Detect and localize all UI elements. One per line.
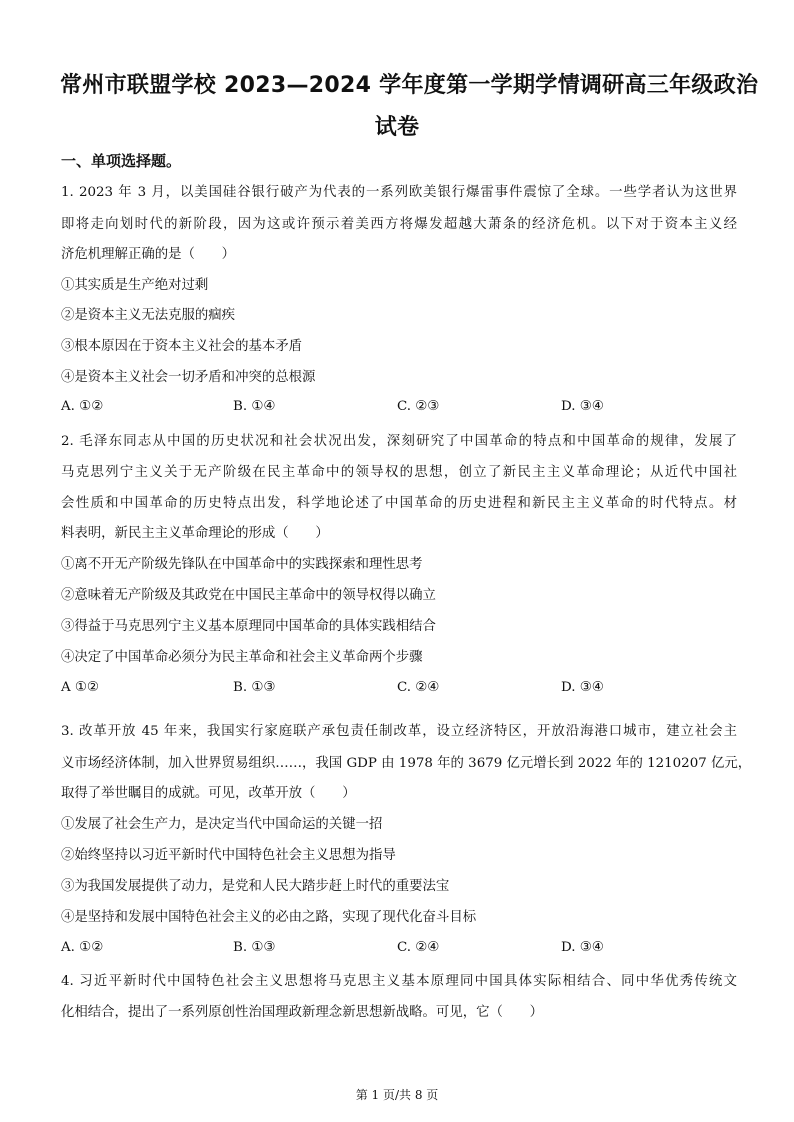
question-1-line-3: 济危机理解正确的是（ ）	[61, 247, 236, 262]
option-c: C. ②④	[397, 940, 440, 955]
question-4-line-2: 化相结合，提出了一系列原创性治国理政新理念新思想新战略。可见，它（ ）	[61, 1005, 544, 1020]
question-1-statement-1: ①其实质是生产绝对过剩	[61, 278, 209, 293]
question-2-statement-1: ①离不开无产阶级先锋队在中国革命中的实践探索和理性思考	[61, 557, 423, 572]
question-2-line-4: 料表明，新民主主义革命理论的形成（ ）	[61, 526, 329, 541]
question-3-line-1: 3. 改革开放 45 年来，我国实行家庭联产承包责任制改革，设立经济特区，开放沿海港口城市，建立社会主	[61, 724, 737, 739]
question-2-statement-2: ②意味着无产阶级及其政党在中国民主革命中的领导权得以确立	[61, 588, 436, 603]
question-3-statement-3: ③为我国发展提供了动力，是党和人民大踏步赶上时代的重要法宝	[61, 879, 450, 894]
question-3-line-3: 取得了举世瞩目的成就。可见，改革开放（ ）	[61, 786, 356, 801]
question-2-options	[61, 680, 737, 700]
option-a: A. ①②	[61, 940, 104, 955]
question-2-line-2: 马克思列宁主义关于无产阶级在民主革命中的领导权的思想，创立了新民主主义革命理论；从近代中国社	[61, 465, 737, 480]
exam-title: 常州市联盟学校 2023—2024 学年度第一学期学情调研高三年级政治	[60, 73, 759, 98]
question-3-statement-1: ①发展了社会生产力，是决定当代中国命运的关键一招	[61, 817, 383, 832]
section-heading: 一、单项选择题。	[61, 152, 182, 170]
question-4-line-1: 4. 习近平新时代中国特色社会主义思想将马克思主义基本原理同中国具体实际相结合、同中华优秀传统文	[61, 974, 737, 989]
question-1-statement-3: ③根本原因在于资本主义社会的基本矛盾	[61, 339, 303, 354]
option-b: B. ①③	[233, 680, 276, 695]
option-a: A. ①②	[61, 399, 104, 414]
option-d: D. ③④	[561, 399, 604, 414]
option-a: A ①②	[61, 680, 99, 695]
option-d: D. ③④	[561, 680, 604, 695]
question-3-statement-2: ②始终坚持以习近平新时代中国特色社会主义思想为指导	[61, 848, 396, 863]
question-1-statement-4: ④是资本主义社会一切矛盾和冲突的总根源	[61, 370, 316, 385]
question-1-statement-2: ②是资本主义无法克服的痼疾	[61, 308, 236, 323]
question-2-statement-4: ④决定了中国革命必须分为民主革命和社会主义革命两个步骤	[61, 650, 423, 665]
question-1-line-2: 即将走向划时代的新阶段，因为这或许预示着美西方将爆发超越大萧条的经济危机。以下对于资本主义经	[61, 217, 737, 232]
question-2-statement-3: ③得益于马克思列宁主义基本原理同中国革命的具体实践相结合	[61, 619, 436, 634]
option-b: B. ①③	[233, 940, 276, 955]
question-3-line-2: 义市场经济体制，加入世界贸易组织……，我国 GDP 由 1978 年的 3679 亿元增长到 2022 年的 1210207 亿元，	[61, 756, 752, 771]
option-d: D. ③④	[561, 940, 604, 955]
page-number-footer: 第 1 页/共 8 页	[355, 1088, 439, 1102]
question-3-statement-4: ④是坚持和发展中国特色社会主义的必由之路，实现了现代化奋斗目标	[61, 910, 477, 925]
question-2-line-1: 2. 毛泽东同志从中国的历史状况和社会状况出发，深刻研究了中国革命的特点和中国革命的规律，发展了	[61, 434, 737, 449]
option-c: C. ②④	[397, 680, 440, 695]
option-b: B. ①④	[233, 399, 276, 414]
question-3-options	[61, 940, 737, 960]
question-2-line-3: 会性质和中国革命的历史特点出发，科学地论述了中国革命的历史进程和新民主主义革命的时代特点。材	[61, 496, 737, 511]
question-1-options	[61, 399, 737, 419]
question-1-line-1: 1. 2023 年 3 月，以美国硅谷银行破产为代表的一系列欧美银行爆雷事件震惊了全球。一些学者认为这世界	[61, 185, 737, 200]
exam-title-continued: 试卷	[374, 115, 420, 140]
option-c: C. ②③	[397, 399, 440, 414]
